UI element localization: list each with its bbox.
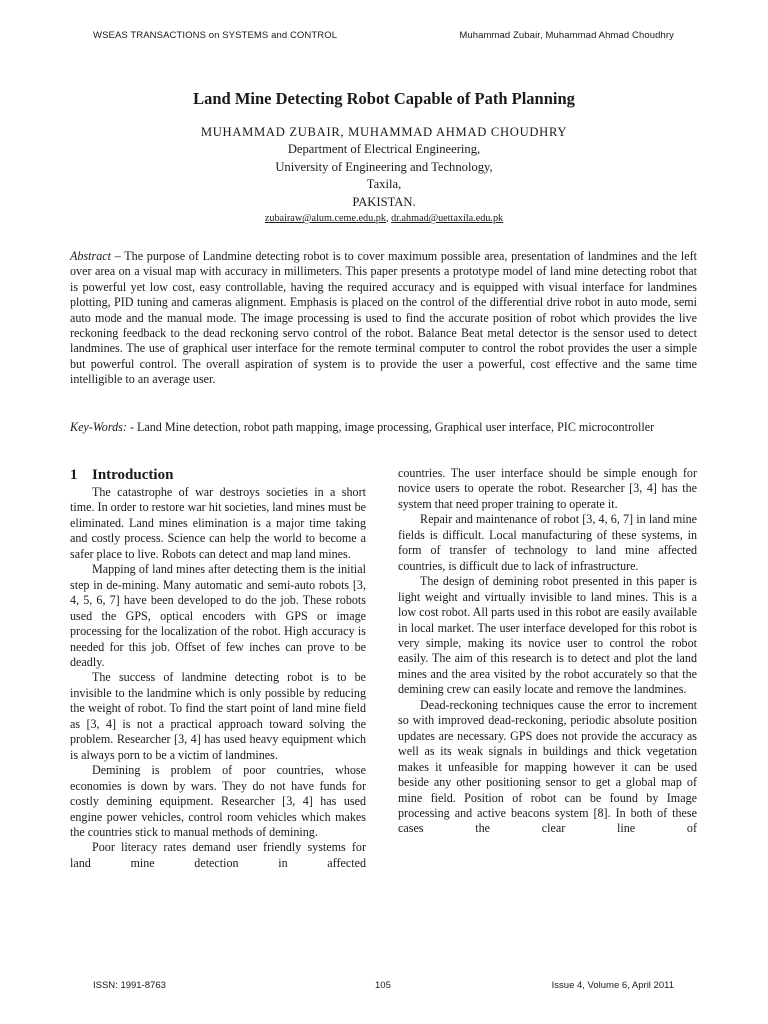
- keywords: [70, 420, 697, 435]
- running-header-journal: WSEAS TRANSACTIONS on SYSTEMS and CONTROL: [93, 30, 338, 41]
- keywords-label: Key-Words:: [70, 420, 127, 434]
- footer-issn: ISSN: 1991-8763: [93, 980, 166, 991]
- paragraph: Mapping of land mines after detecting them is the initial step in de-mining. Many automatic and semi-auto robots [3, 4, 5, 6, 7] have been developed to do the job. These robots used the GPS, optical encoders with GPS or image processing for the localization of the robot. High accuracy is needed for this job. Offset of few inches can prove to be deadly.: [70, 562, 366, 669]
- paragraph: The design of demining robot presented in this paper is light weight and virtually invisible to land mines. This is a low cost robot. All parts used in this robot are easily available in local market. The user interface developed for this robot is very simple, making its novice user to control the robot easily. The aim of this research is to detect and plot the land mines and the area visited by the robot accurately so that the demining crew can easily locate and remove the landmines.: [398, 574, 697, 697]
- author-names: MUHAMMAD ZUBAIR, MUHAMMAD AHMAD CHOUDHRY: [200, 125, 568, 139]
- paragraph: Poor literacy rates demand user friendly systems for land mine detection in affected: [70, 840, 366, 870]
- paragraph: Repair and maintenance of robot [3, 4, 6, 7] in land mine fields is difficult. Local manufacturing of these systems, in form of transfer of technology to land mine affected countries, is difficult due to lack of infrastructure.: [398, 512, 697, 573]
- paragraph: Demining is problem of poor countries, whose economies is down by wars. They do not have funds for costly demining equipment. Researcher [3, 4] has used engine power vehicles, control room vehicles which makes the countries stick to manual methods of demining.: [70, 763, 366, 839]
- paragraph: The catastrophe of war destroys societies in a short time. In order to restore war hit societies, land mines must be eliminated. Land mines elimination is a major time taking and costly process. Science can help the world to become a safer place to live. Robots can detect and map land mines.: [70, 485, 366, 561]
- section-title: Introduction: [92, 467, 174, 483]
- author-country: PAKISTAN.: [352, 194, 416, 209]
- abstract-text: – The purpose of Landmine detecting robot is to cover maximum possible area, presentation of landmines and the left over area on a visual map with accuracy in millimeters. This paper presents a prototype model of land mine detecting robot that is powerful yet low cost, easy controllable, having the required accuracy and is equipped with visual interface for landmines plotting, PID tuning and cameras alignment. Emphasis is placed on the control of the differential drive robot in auto mode, semi auto mode and the manual mode. The image processing is used to find the accurate position of robot which provides the live reckoning feedback to the dead reckoning servo control of the robot. Balance Beat metal detector is the sensor used to detect landmines. The use of graphical user interface for the remote terminal computer to control the robot provides the user a simple but powerful control. The overall aspiration of system is to provide the user a powerful, cost effective and the same time intelligible to an average user.: [70, 249, 697, 387]
- email-link-zubair[interactable]: zubairaw@alum.ceme.edu.pk: [264, 213, 386, 225]
- footer-page-number: 105: [375, 980, 391, 991]
- paragraph: Dead-reckoning techniques cause the error to increment so with improved dead-reckoning, periodic absolute position updates are necessary. GPS does not provide the accuracy as well as its weak signals in buildings and thick vegetation makes it unfeasible for mapping however it can be used beside any other positioning sensor to get a global map of mine field. Position of robot can be found by Image processing and active beacons system [8]. In both of these cases the clear line of: [398, 697, 697, 836]
- footer-issue: Issue 4, Volume 6, April 2011: [551, 980, 674, 991]
- email-link-ahmad[interactable]: dr.ahmad@uettaxila.edu.pk: [391, 213, 504, 225]
- paragraph: countries. The user interface should be simple enough for novice users to operate the robot. Researcher [3, 4] has the system that need proper training to operate it.: [398, 466, 697, 511]
- abstract: [70, 249, 697, 388]
- author-emails: [0, 212, 768, 226]
- author-city: Taxila,: [366, 177, 402, 192]
- author-university: University of Engineering and Technology,: [275, 159, 493, 174]
- author-block: [0, 124, 768, 226]
- section-number: 1: [70, 467, 78, 483]
- keywords-text: - Land Mine detection, robot path mapping, image processing, Graphical user interface, PIC microcontroller: [126, 420, 655, 434]
- paragraph: The success of landmine detecting robot is to be invisible to the landmine which is only possible by reducing the weight of robot. To find the start point of land mine field as [3, 4] is not a practical approach toward solving the problem. Researcher [3, 4] has used heavy equipment which is always porn to be a victim of landmines.: [70, 670, 366, 762]
- running-header-authors: Muhammad Zubair, Muhammad Ahmad Choudhry: [459, 30, 674, 41]
- section-heading-introduction: [70, 467, 366, 484]
- paper-title: Land Mine Detecting Robot Capable of Path Planning: [193, 89, 575, 108]
- abstract-label: Abstract: [70, 249, 111, 263]
- left-column: [70, 467, 366, 871]
- email-separator: ,: [385, 213, 392, 225]
- right-column: [398, 466, 697, 837]
- author-department: Department of Electrical Engineering,: [287, 142, 481, 157]
